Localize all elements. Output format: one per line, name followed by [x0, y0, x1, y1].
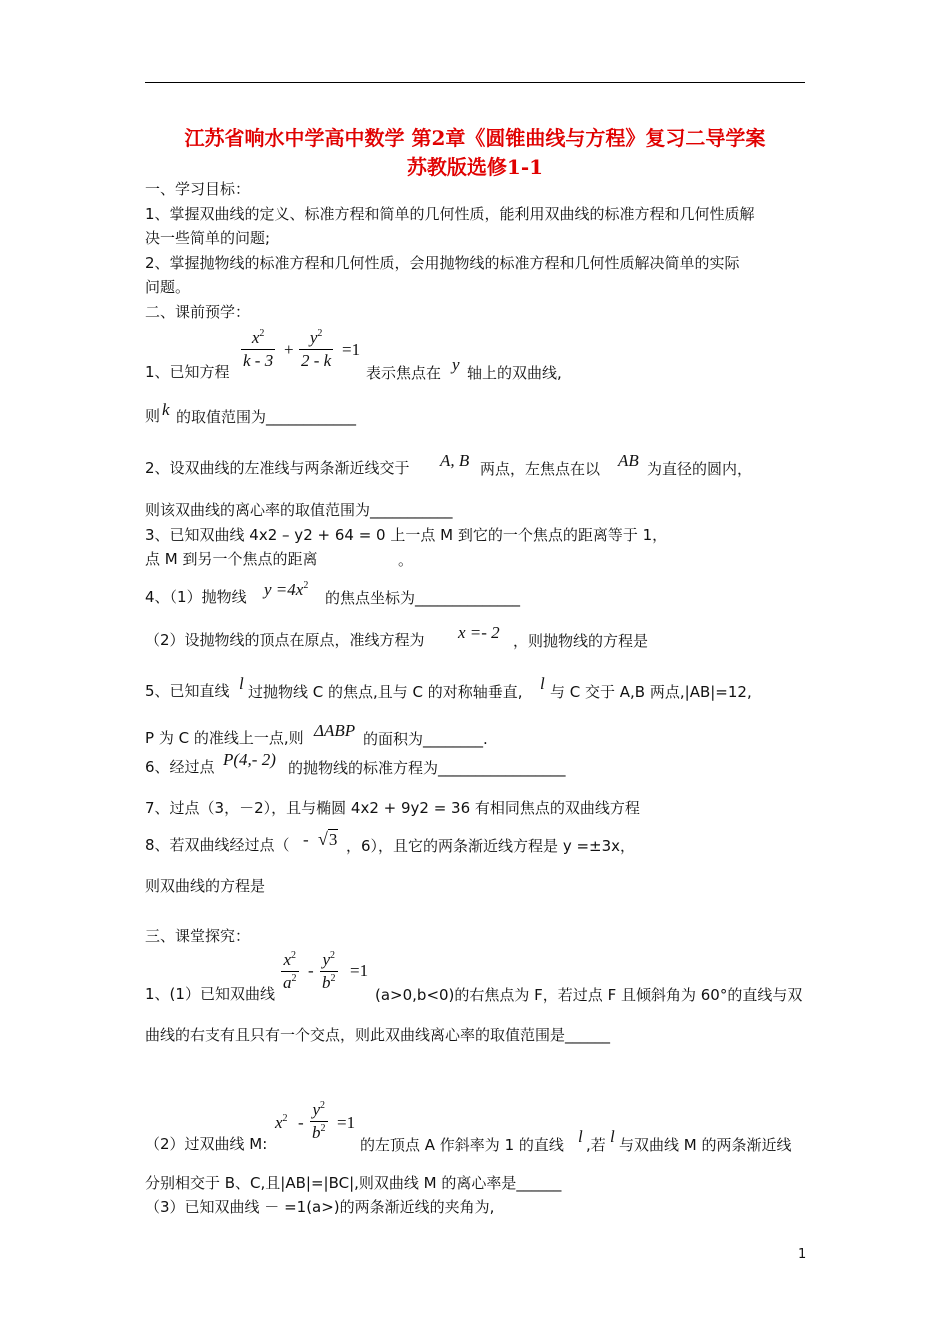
section3-heading: 三、课堂探究：: [145, 927, 251, 945]
e1-line2: 曲线的右支有且只有一个交点，则此双曲线离心率的取值范围是______: [145, 1026, 611, 1044]
q5-var-l: l: [239, 674, 244, 693]
q5-post: 与 C 交于 A,B 两点,|AB|=12,: [550, 683, 752, 701]
page-number: 1: [798, 1247, 807, 1262]
q5-line2-post: 的面积为________.: [363, 730, 488, 748]
q4-part2-prefix: （2）设抛物线的顶点在原点，准线方程为: [145, 631, 425, 649]
e3-text: （3）已知双曲线 － =1(a>)的两条渐近线的夹角为,: [145, 1198, 495, 1216]
q1-equals: =1: [342, 340, 361, 359]
e1-fraction-y: $\frac{y^2}{b^2}$: [322, 950, 336, 992]
q1-text: 表示焦点在: [366, 364, 442, 382]
q1-line2-prefix: 则: [145, 407, 161, 425]
goal1-line1: 1、掌握双曲线的定义、标准方程和简单的几何性质，能利用双曲线的标准方程和几何性质解: [145, 205, 755, 223]
q4-part1-post: 的焦点坐标为______________: [325, 589, 521, 607]
q2-mid: 两点，左焦点在以: [480, 460, 601, 478]
section1-heading: 一、学习目标：: [145, 180, 251, 198]
e2-prefix: （2）过双曲线 M:: [145, 1135, 268, 1153]
document-subtitle: 苏教版选修1-1: [406, 155, 544, 179]
q8-post: ，6），且它的两条渐近线方程是 y =±3x，: [346, 837, 636, 855]
e2-lhs: $x^2$: [275, 1113, 288, 1132]
q5-triangle-math: ΔABP: [314, 721, 356, 740]
q1-prefix: 1、已知方程: [145, 363, 230, 381]
header-rule: [145, 82, 805, 83]
q3-line2: 点 M 到另一个焦点的距离: [145, 550, 318, 568]
q6-prefix: 6、经过点: [145, 758, 215, 776]
q2-math-seg: AB: [618, 451, 639, 470]
q2-line2: 则该双曲线的离心率的取值范围为___________: [145, 501, 453, 519]
e1-prefix: 1、(1）已知双曲线: [145, 985, 275, 1003]
q7-text: 7、过点（3，－2），且与椭圆 4x2 + 9y2 = 36 有相同焦点的双曲线方程: [145, 799, 640, 817]
e1-equals: =1: [350, 961, 369, 980]
section2-heading: 二、课前预学：: [145, 303, 251, 321]
e1-fraction-x: $\frac{x^2}{a^2}$: [283, 950, 297, 992]
q8-neg: -: [303, 830, 309, 849]
q8-prefix: 8、若双曲线经过点（: [145, 836, 290, 854]
q5-prefix: 5、已知直线: [145, 682, 230, 700]
q1-fraction-x: $\frac{x^2}{k - 3}$: [243, 328, 274, 370]
e2-post-c: 与双曲线 M 的两条渐近线: [619, 1136, 792, 1154]
e1-post: (a>0,b<0)的右焦点为 F，若过点 F 且倾斜角为 60°的直线与双: [375, 986, 803, 1004]
e2-line2: 分别相交于 B、C,且|AB|=|BC|,则双曲线 M 的离心率是______: [145, 1174, 562, 1192]
e2-post-b: ,若: [586, 1136, 606, 1154]
q6-post: 的抛物线的标准方程为_________________: [288, 759, 566, 777]
q1-fraction-y: $\frac{y^2}{2 - k}$: [301, 328, 332, 370]
q3-end: 。: [398, 551, 414, 569]
q2-prefix: 2、设双曲线的左准线与两条渐近线交于: [145, 459, 410, 477]
q4-part2-math: x =- 2: [458, 623, 500, 642]
q1-var-y: y: [452, 355, 460, 374]
q8-line2: 则双曲线的方程是: [145, 877, 266, 895]
goal2-line1: 2、掌握抛物线的标准方程和几何性质，会用抛物线的标准方程和几何性质解决简单的实际: [145, 254, 740, 272]
q4-part1-math: $y =4x^2$: [264, 580, 309, 599]
q1-text-end: 轴上的双曲线,: [467, 364, 562, 382]
q5-var-l-2: l: [540, 674, 545, 693]
q8-sqrt: √3: [318, 829, 338, 849]
goal1-line2: 决一些简单的问题;: [145, 229, 271, 247]
q6-point-math: P(4,- 2): [223, 750, 276, 769]
e2-var-l-2: l: [610, 1127, 615, 1146]
q1-plus: +: [284, 340, 294, 359]
e2-var-l: l: [578, 1127, 583, 1146]
q1-var-k: k: [162, 400, 170, 419]
q5-line2-prefix: P 为 C 的准线上一点,则: [145, 729, 304, 747]
q1-answer-blank: 的取值范围为____________: [176, 408, 357, 426]
q2-math-ab: A, B: [440, 451, 470, 470]
q2-post: 为直径的圆内，: [647, 460, 753, 478]
document-title: 江苏省响水中学高中数学 第2章《圆锥曲线与方程》复习二导学案: [184, 126, 766, 150]
q3-line1: 3、已知双曲线 4x2 – y2 + 64 = 0 上一点 M 到它的一个焦点的距离等于 1，: [145, 526, 668, 544]
e2-equals: =1: [337, 1113, 356, 1132]
q4-part2-post: ，则抛物线的方程是: [513, 632, 649, 650]
goal2-line2: 问题。: [145, 278, 191, 296]
q5-mid: 过抛物线 C 的焦点,且与 C 的对称轴垂直,: [248, 683, 523, 701]
e2-fraction-y: $\frac{y^2}{b^2}$: [312, 1100, 326, 1142]
e2-minus: -: [298, 1113, 304, 1132]
e2-post-a: 的左顶点 A 作斜率为 1 的直线: [360, 1136, 564, 1154]
q4-part1-prefix: 4、（1）抛物线: [145, 588, 247, 606]
e1-minus: -: [308, 961, 314, 980]
